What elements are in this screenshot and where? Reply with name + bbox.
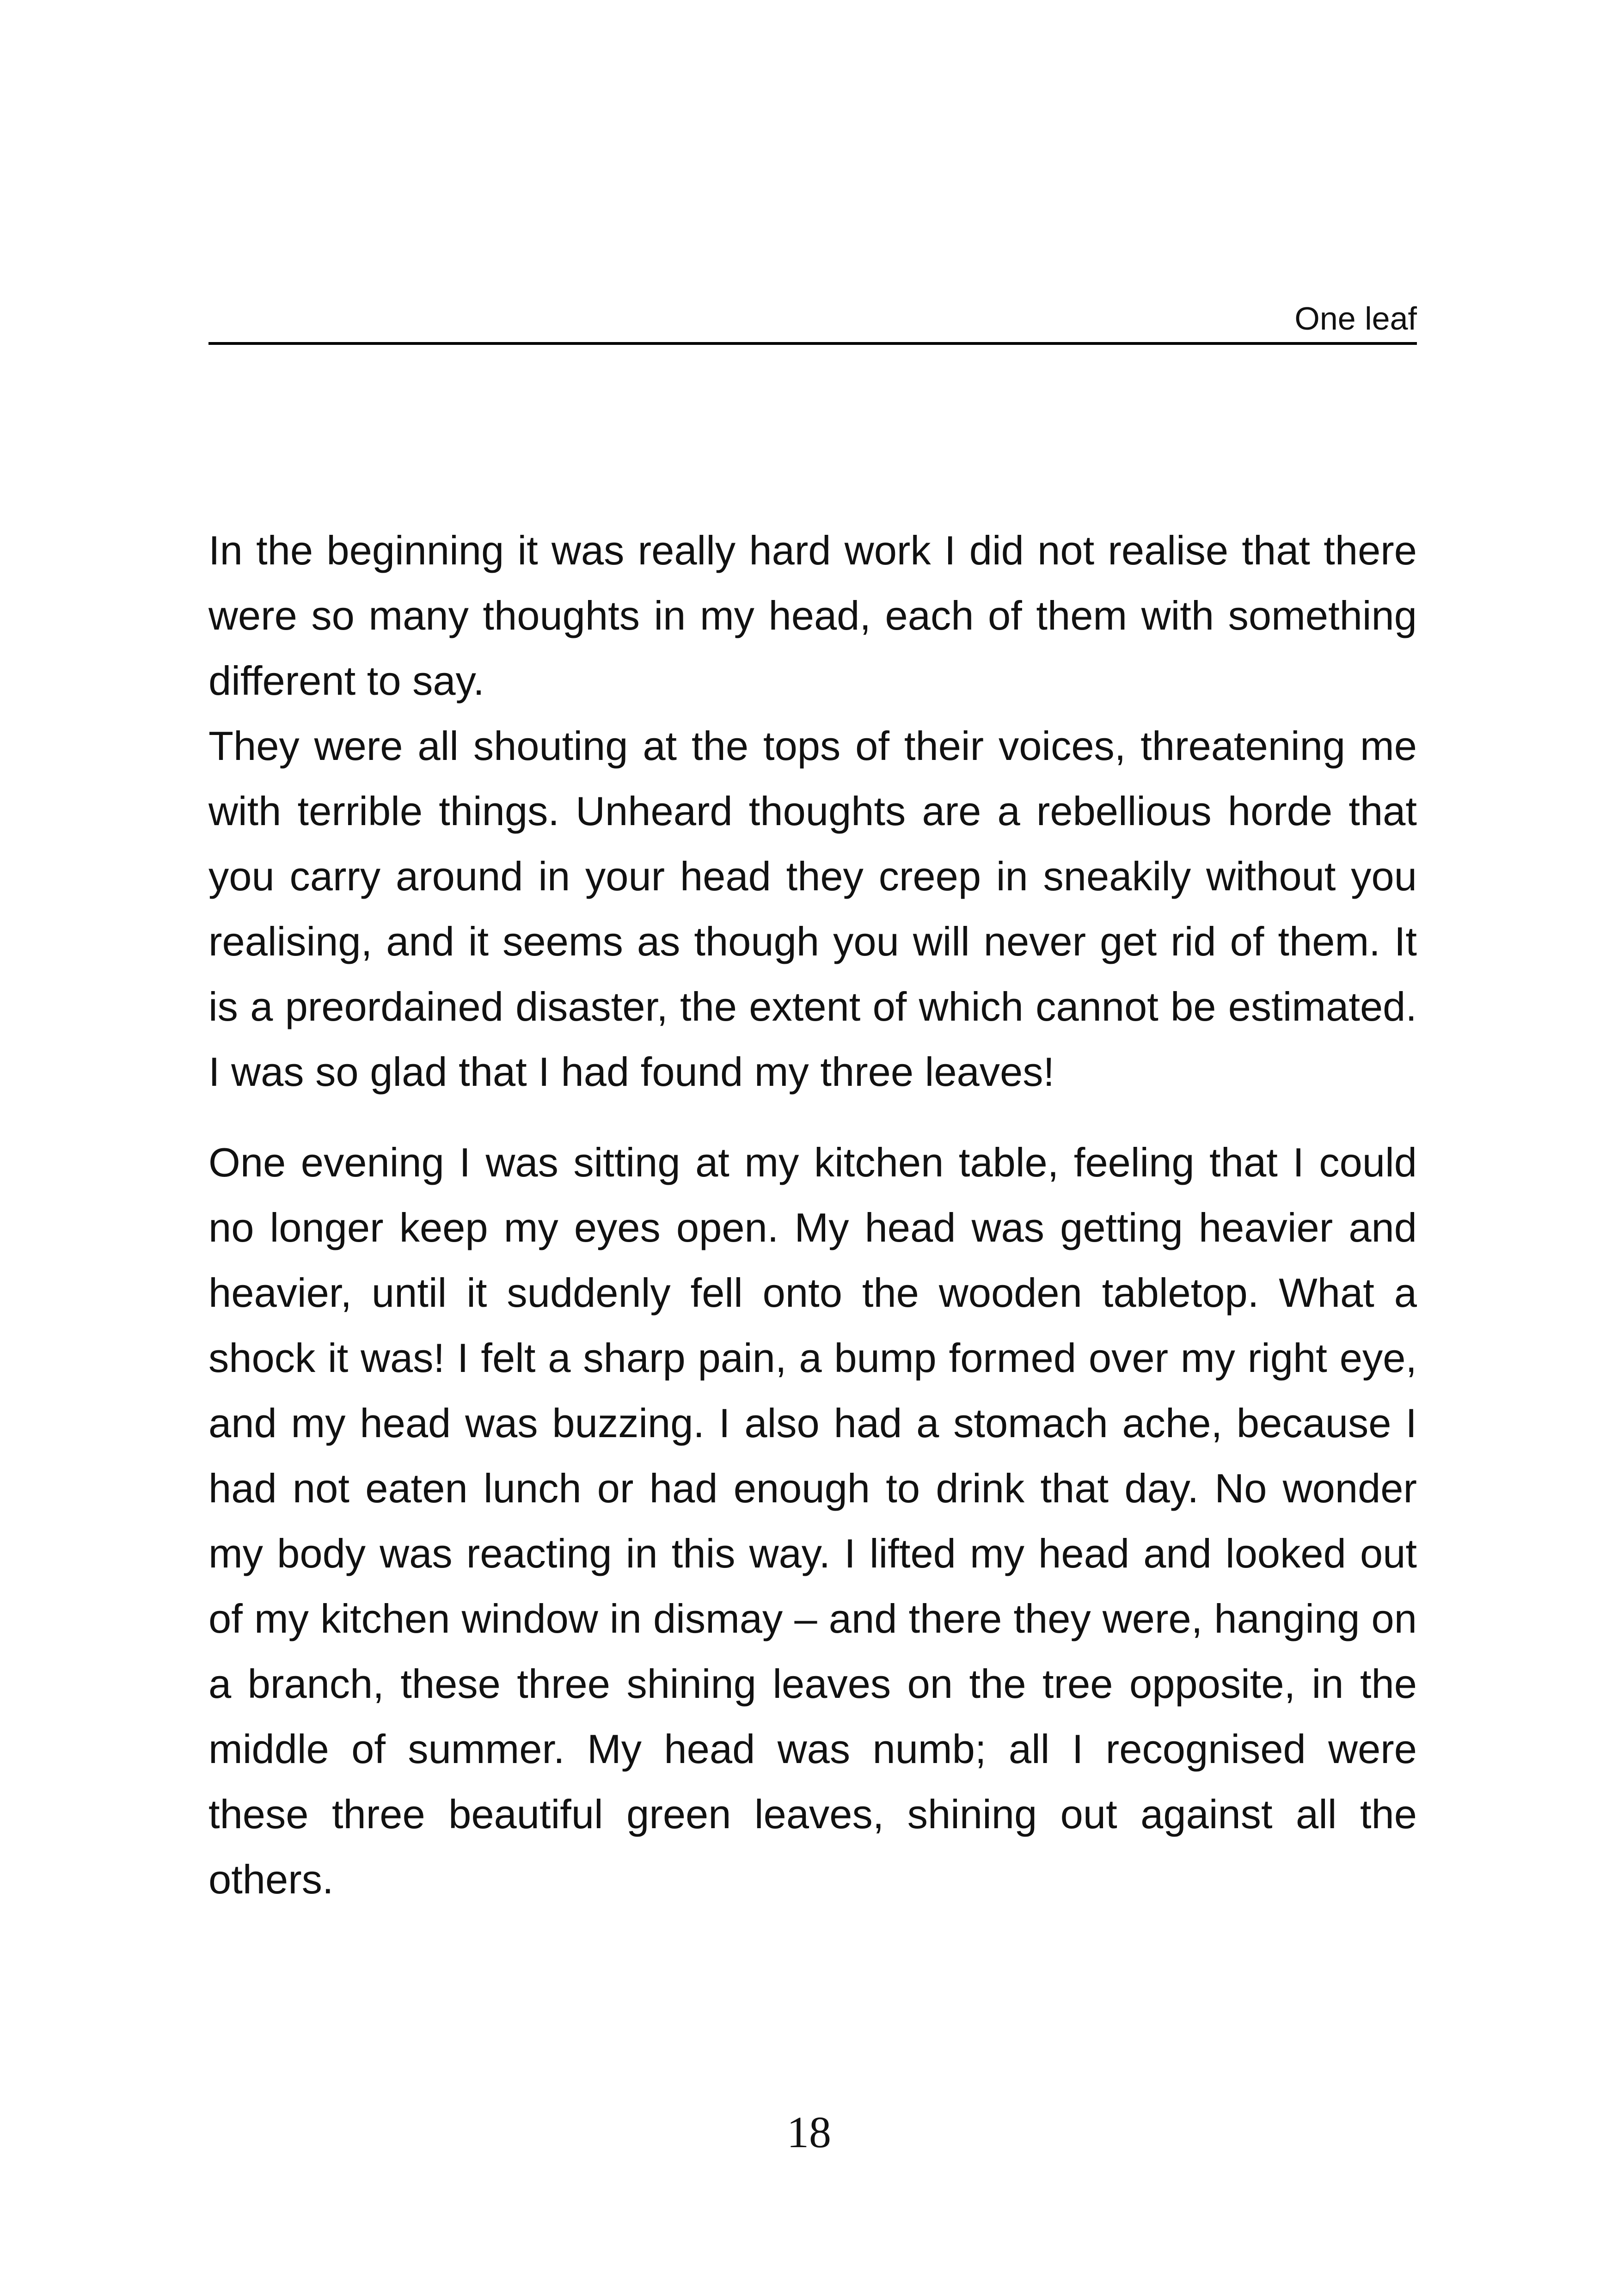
paragraph-2: They were all shouting at the tops of their voices, threatening me with terrible things. Unheard thoughts are a rebellious horde that you carry around in your head they creep in sneakily without you realising, and it seems as though you will never get rid of them. It is a preordained disaster, the extent of which cannot be estimated. I was so glad that I had found my three leaves! [208, 723, 1417, 1095]
paragraph-3: One evening I was sitting at my kitchen table, feeling that I could no longer keep my eyes open. My head was getting heavier and heavier, until it suddenly fell onto the wooden tabletop. What a shock it was! I felt a sharp pain, a bump formed over my right eye, and my head was buzzing. I also had a stomach ache, because I had not eaten lunch or had enough to drink that day. No wonder my body was reacting in this way. I lifted my head and looked out of my kitchen window in dismay – and there they were, hanging on a branch, these three shining leaves on the tree opposite, in the middle of summer. My head was numb; all I recognised were these three beautiful green leaves, shining out against all the others. [208, 1139, 1417, 1902]
page-number: 18 [787, 2107, 831, 2157]
running-header-title: One leaf [1294, 300, 1417, 337]
body-text [208, 518, 1417, 1912]
paragraph-1: In the beginning it was really hard work I did not realise that there were so many thoughts in my head, each of them with something different to say. [208, 527, 1417, 704]
running-header [208, 287, 1417, 345]
